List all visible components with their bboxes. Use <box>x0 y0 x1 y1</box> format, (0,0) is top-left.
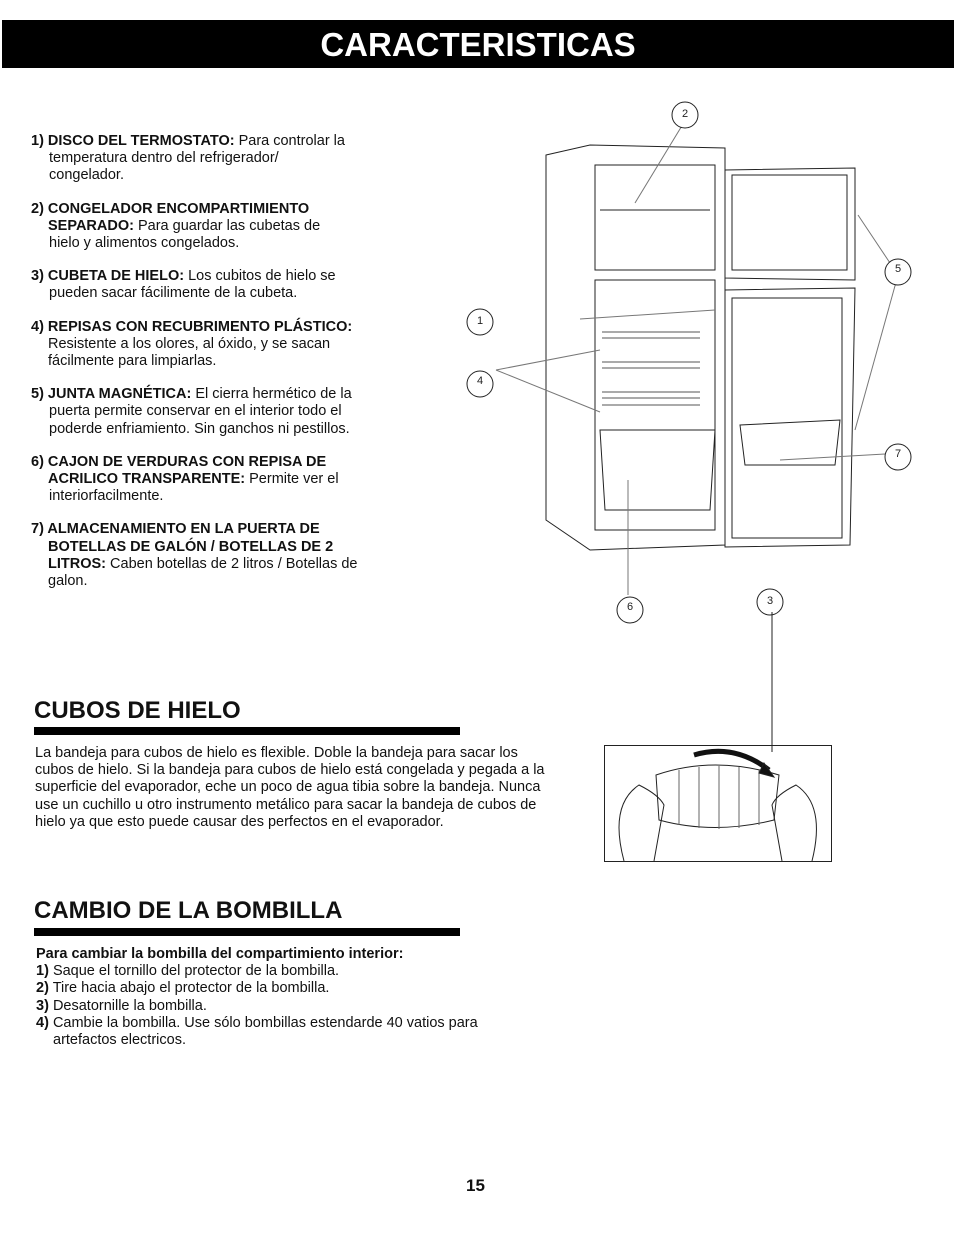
step-1: 1) Saque el tornillo del protector de la bombilla. <box>36 963 340 980</box>
feature-1: 1) DISCO DEL TERMOSTATO: Para controlar la temperatura dentro del refrigerador/ congelador. <box>31 133 345 184</box>
ice-heading: CUBOS DE HIELO <box>34 697 241 724</box>
step-2: 2) Tire hacia abajo el protector de la bombilla. <box>36 980 330 997</box>
feature-list <box>31 133 401 606</box>
refrigerator-diagram <box>460 100 930 630</box>
feature-5: 5) JUNTA MAGNÉTICA: El cierra hermético de la puerta permite conservar en el interior todo el poderde enfriamiento. Sin ganchos ni pestillos. <box>31 386 352 437</box>
bulb-steps: Para cambiar la bombilla del compartimiento interior: 1) Saque el tornillo del protector de la bombilla. 2) Tire hacia abajo el protector de la bombilla. 3) Desatornille la bombilla. 4) Cambie la bombilla. Use sólo bombillas estendarde 40 vatios para artefactos electricos. <box>36 946 478 1049</box>
ice-tray-illustration <box>604 745 832 862</box>
callout-7: 7 <box>894 448 902 460</box>
ice-rule <box>34 727 460 735</box>
callout-1: 1 <box>476 315 484 327</box>
bulb-heading: CAMBIO DE LA BOMBILLA <box>34 897 343 924</box>
callout-6: 6 <box>626 601 634 613</box>
callout-3-line <box>770 612 774 752</box>
feature-2: 2) CONGELADOR ENCOMPARTIMIENTO SEPARADO: Para guardar las cubetas de hielo y alimentos congelados. <box>31 200 321 252</box>
step-3: 3) Desatornille la bombilla. <box>36 997 207 1014</box>
callout-2: 2 <box>681 108 689 120</box>
feature-4: 4) REPISAS CON RECUBRIMENTO PLÁSTICO: Resistente a los olores, al óxido, y se sacan fácilmente para limpiarlas. <box>31 318 353 370</box>
ice-text: La bandeja para cubos de hielo es flexible. Doble la bandeja para sacar los cubos de hielo. Si la bandeja para cubos de hielo está congelada y pegada a la superficie del evaporador, eche un poco de agua tibia sobre la bandeja. Nunca use un cuchillo u otro instrumento metálico para sacar la bandeja de cubos de hielo ya que esto puede causar des perfectos en el evaporador. <box>35 745 545 830</box>
feature-3: 3) CUBETA DE HIELO: Los cubitos de hielo se pueden sacar fácilimente de la cubeta. <box>31 268 336 302</box>
step-4: 4) Cambie la bombilla. Use sólo bombillas estendarde 40 vatios para artefactos electricos. <box>36 1014 478 1049</box>
bulb-rule <box>34 928 460 936</box>
page-title: CARACTERISTICAS <box>2 20 954 68</box>
feature-7: 7) ALMACENAMIENTO EN LA PUERTA DE BOTELLAS DE GALÓN / BOTELLAS DE 2 LITROS: Caben botellas de 2 litros / Botellas de galon. <box>31 521 358 590</box>
callout-3: 3 <box>766 595 774 607</box>
page-number: 15 <box>466 1176 485 1195</box>
callout-4: 4 <box>476 375 484 387</box>
feature-6: 6) CAJON DE VERDURAS CON REPISA DE ACRILICO TRANSPARENTE: Permite ver el interiorfacilmente. <box>31 453 339 505</box>
callout-5: 5 <box>894 263 902 275</box>
